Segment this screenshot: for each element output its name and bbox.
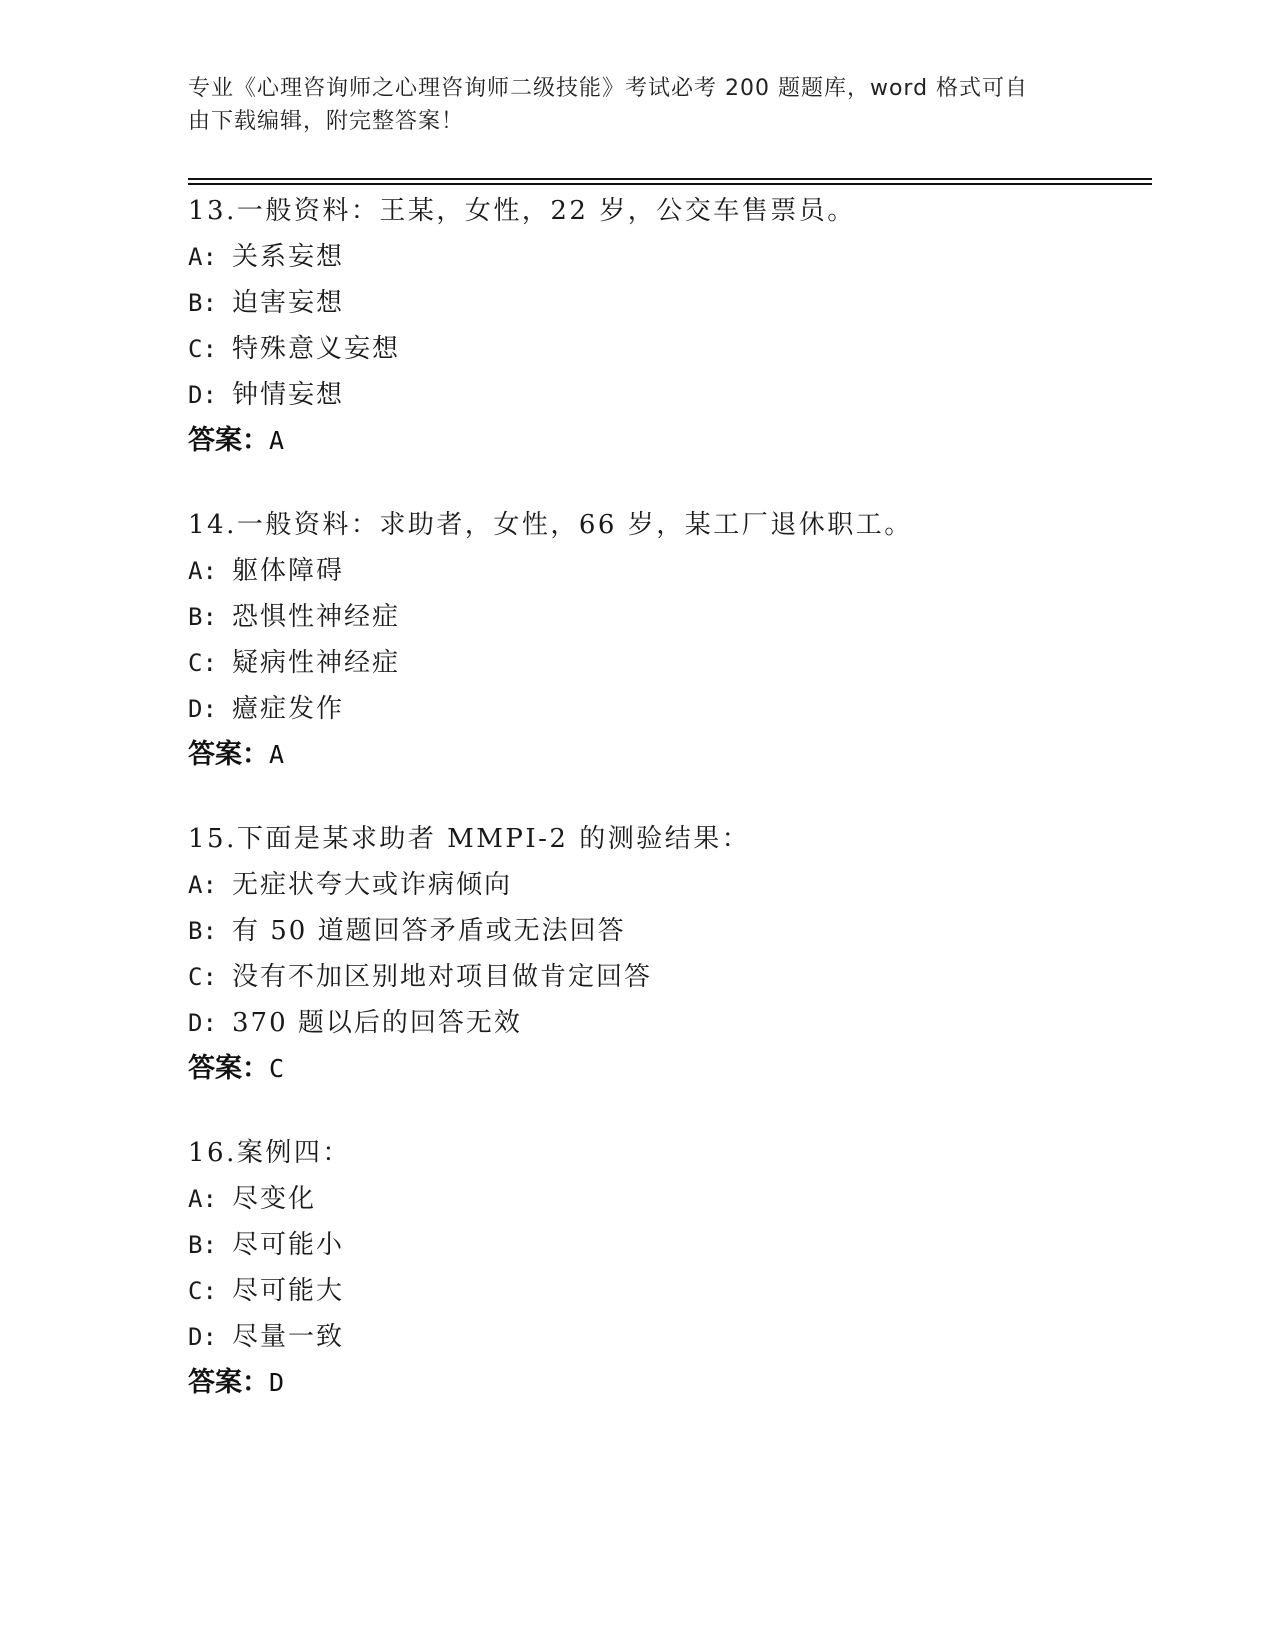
header-line-1: 专业《心理咨询师之心理咨询师二级技能》考试必考 200 题题库，word 格式可自 bbox=[188, 76, 1029, 101]
option-c bbox=[188, 954, 1148, 1000]
header-divider-bottom bbox=[188, 183, 1152, 185]
option-d bbox=[188, 686, 1148, 732]
answer-label: 答案： bbox=[188, 739, 269, 770]
answer-line bbox=[188, 1046, 1148, 1092]
option-text: 有 50 道题回答矛盾或无法回答 bbox=[232, 916, 626, 946]
option-text: 特殊意义妄想 bbox=[232, 334, 401, 364]
document-header bbox=[188, 72, 1068, 138]
option-text: 躯体障碍 bbox=[232, 556, 345, 586]
option-d bbox=[188, 1000, 1148, 1046]
option-b bbox=[188, 594, 1148, 640]
question-14 bbox=[188, 502, 1148, 778]
option-b bbox=[188, 1222, 1148, 1268]
answer-label: 答案： bbox=[188, 425, 269, 456]
option-text: 尽可能大 bbox=[232, 1276, 345, 1306]
question-stem: 15.下面是某求助者 MMPI-2 的测验结果： bbox=[188, 824, 751, 854]
option-text: 癔症发作 bbox=[232, 694, 345, 724]
option-a bbox=[188, 1176, 1148, 1222]
header-divider-top bbox=[188, 178, 1152, 180]
question-stem: 14.一般资料：求助者，女性，66 岁，某工厂退休职工。 bbox=[188, 510, 913, 540]
option-text: 尽可能小 bbox=[232, 1230, 345, 1260]
answer-label: 答案： bbox=[188, 1367, 269, 1398]
option-key: C: bbox=[188, 963, 217, 991]
option-key: D: bbox=[188, 1009, 217, 1037]
option-key: A: bbox=[188, 243, 217, 271]
option-text: 恐惧性神经症 bbox=[232, 602, 401, 632]
option-text: 尽量一致 bbox=[232, 1322, 345, 1352]
option-key: B: bbox=[188, 1231, 217, 1259]
answer-value: A bbox=[269, 740, 285, 769]
option-text: 迫害妄想 bbox=[232, 288, 345, 318]
option-key: D: bbox=[188, 1323, 217, 1351]
option-text: 关系妄想 bbox=[232, 242, 345, 272]
answer-value: A bbox=[269, 426, 285, 455]
header-line-2: 由下载编辑，附完整答案！ bbox=[188, 109, 465, 134]
option-text: 没有不加区别地对项目做肯定回答 bbox=[232, 962, 653, 992]
option-text: 尽变化 bbox=[232, 1184, 317, 1214]
option-text: 钟情妄想 bbox=[232, 380, 345, 410]
answer-line bbox=[188, 732, 1148, 778]
answer-value: C bbox=[269, 1054, 285, 1083]
option-key: B: bbox=[188, 917, 217, 945]
option-a bbox=[188, 234, 1148, 280]
option-d bbox=[188, 1314, 1148, 1360]
option-b bbox=[188, 908, 1148, 954]
question-15 bbox=[188, 816, 1148, 1092]
option-key: B: bbox=[188, 289, 217, 317]
option-key: D: bbox=[188, 381, 217, 409]
option-c bbox=[188, 326, 1148, 372]
option-c bbox=[188, 640, 1148, 686]
question-stem: 13.一般资料：王某，女性，22 岁，公交车售票员。 bbox=[188, 196, 856, 226]
question-list bbox=[188, 188, 1148, 1444]
option-key: D: bbox=[188, 695, 217, 723]
option-b bbox=[188, 280, 1148, 326]
option-key: A: bbox=[188, 557, 217, 585]
answer-line bbox=[188, 1360, 1148, 1406]
option-key: B: bbox=[188, 603, 217, 631]
answer-label: 答案： bbox=[188, 1053, 269, 1084]
option-d bbox=[188, 372, 1148, 418]
option-text: 370 题以后的回答无效 bbox=[232, 1008, 522, 1038]
option-key: A: bbox=[188, 1185, 217, 1213]
option-a bbox=[188, 862, 1148, 908]
answer-line bbox=[188, 418, 1148, 464]
option-c bbox=[188, 1268, 1148, 1314]
option-key: C: bbox=[188, 335, 217, 363]
option-text: 无症状夸大或诈病倾向 bbox=[232, 870, 513, 900]
option-a bbox=[188, 548, 1148, 594]
option-key: A: bbox=[188, 871, 217, 899]
answer-value: D bbox=[269, 1368, 285, 1397]
option-key: C: bbox=[188, 1277, 217, 1305]
question-13 bbox=[188, 188, 1148, 464]
option-key: C: bbox=[188, 649, 217, 677]
question-16 bbox=[188, 1130, 1148, 1406]
question-stem: 16.案例四： bbox=[188, 1138, 351, 1168]
option-text: 疑病性神经症 bbox=[232, 648, 401, 678]
